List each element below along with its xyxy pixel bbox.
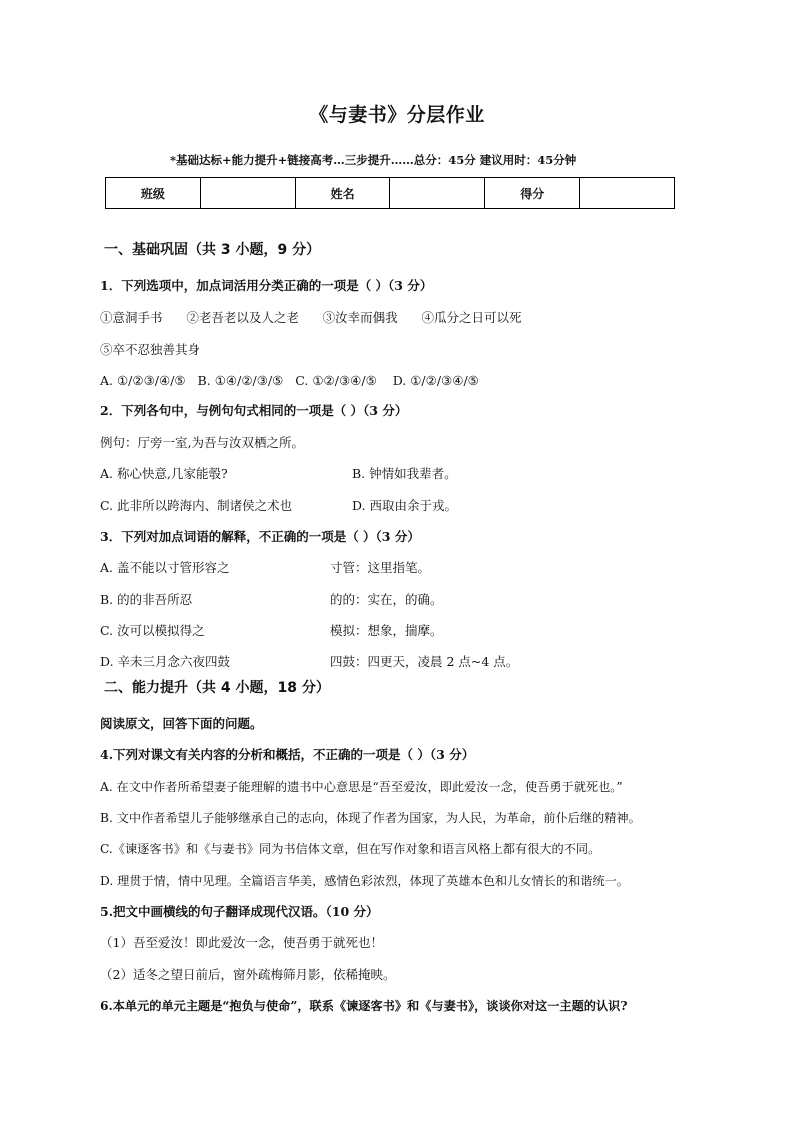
question-4-option-b: B. 文中作者希望儿子能够继承自己的志向，体现了作者为国家，为人民，为革命，前仆后继的精神。: [100, 811, 641, 825]
name-label: 姓名: [295, 178, 390, 209]
section-heading-basic: 一、基础巩固（共 3 小题，9 分）: [104, 242, 321, 258]
question-6-stem: 6.本单元的单元主题是“抱负与使命”，联系《谏逐客书》和《与妻书》，谈谈你对这一主题的认识?: [100, 999, 628, 1013]
question-3-stem: 3．下列对加点词语的解释，不正确的一项是（ ）（3 分）: [100, 529, 420, 544]
student-info-table: [105, 177, 675, 209]
question-3-row-d: [100, 653, 660, 671]
section-heading-advanced: 二、能力提升（共 4 小题，18 分）: [104, 680, 330, 696]
name-field[interactable]: [390, 178, 485, 209]
question-1-options: A. ①/②③/④/⑤ B. ①④/②/③/⑤ C. ①②/③④/⑤ D. ①/②/③④/⑤: [100, 373, 479, 388]
question-3-option-c-definition: 模拟：想象，揣摩。: [330, 623, 443, 638]
score-field[interactable]: [580, 178, 675, 209]
question-4-option-a: A. 在文中作者所希望妻子能理解的遗书中心意思是“吾至爱汝，即此爱汝一念，使吾勇于就死也。”: [100, 780, 623, 794]
question-2-example: 例句：厅旁一室,为吾与汝双栖之所。: [100, 435, 304, 450]
question-3-row-c: [100, 622, 660, 640]
question-3-row-b: [100, 591, 660, 609]
reading-instruction: 阅读原文，回答下面的问题。: [100, 716, 263, 731]
question-5-stem: 5.把文中画横线的句子翻译成现代汉语。（10 分）: [100, 904, 379, 919]
page-subtitle: *基础达标+能力提升+链接高考…三步提升……总分：45分 建议用时：45分钟: [170, 153, 577, 167]
question-1-items-line2: ⑤卒不忍独善其身: [100, 342, 201, 357]
question-2-option-d: D. 西取由余于戎。: [352, 498, 458, 513]
question-3-option-d-definition: 四鼓：四更天，凌晨 2 点~4 点。: [330, 654, 519, 669]
class-field[interactable]: [200, 178, 295, 209]
question-2-row-ab: [100, 465, 660, 483]
question-1-items-line1: ①意洞手书 ②老吾老以及人之老 ③汝幸而偶我 ④瓜分之日可以死: [100, 310, 522, 325]
page-title: 《与妻书》分层作业: [309, 104, 485, 126]
question-2-stem: 2．下列各句中，与例句句式相同的一项是（ ）（3 分）: [100, 403, 408, 418]
question-4-option-c: C.《谏逐客书》和《与妻书》同为书信体文章，但在写作对象和语言风格上都有很大的不同。: [100, 842, 601, 856]
question-3-option-a-definition: 寸管：这里指笔。: [330, 560, 431, 575]
question-4-stem: 4.下列对课文有关内容的分析和概括，不正确的一项是（ ）（3 分）: [100, 747, 475, 762]
question-5-sentence-1: （1）吾至爱汝！即此爱汝一念，使吾勇于就死也！: [100, 935, 383, 950]
class-label: 班级: [106, 178, 201, 209]
question-3-row-a: [100, 559, 660, 577]
score-label: 得分: [485, 178, 580, 209]
question-3-option-a: A. 盖不能以寸管形容之: [100, 560, 230, 575]
question-2-option-a: A. 称心快意,几家能彀?: [100, 466, 228, 481]
question-1-stem: 1．下列选项中，加点词活用分类正确的一项是（ ）（3 分）: [100, 278, 433, 293]
question-4-option-d: D. 理贯于情，情中见理。全篇语言华美，感情色彩浓烈，体现了英雄本色和儿女情长的和谐统一。: [100, 874, 629, 888]
question-2-row-cd: [100, 497, 660, 515]
question-3-option-b: B. 的的非吾所忍: [100, 592, 193, 607]
question-2-option-b: B. 钟情如我辈者。: [352, 466, 457, 481]
question-3-option-d: D. 辛未三月念六夜四鼓: [100, 654, 231, 669]
question-3-option-c: C. 汝可以模拟得之: [100, 623, 205, 638]
question-5-sentence-2: （2）适冬之望日前后，窗外疏梅筛月影，依稀掩映。: [100, 967, 396, 982]
question-3-option-b-definition: 的的：实在，的确。: [330, 592, 443, 607]
question-2-option-c: C. 此非所以跨海内、制诸侯之术也: [100, 498, 293, 513]
